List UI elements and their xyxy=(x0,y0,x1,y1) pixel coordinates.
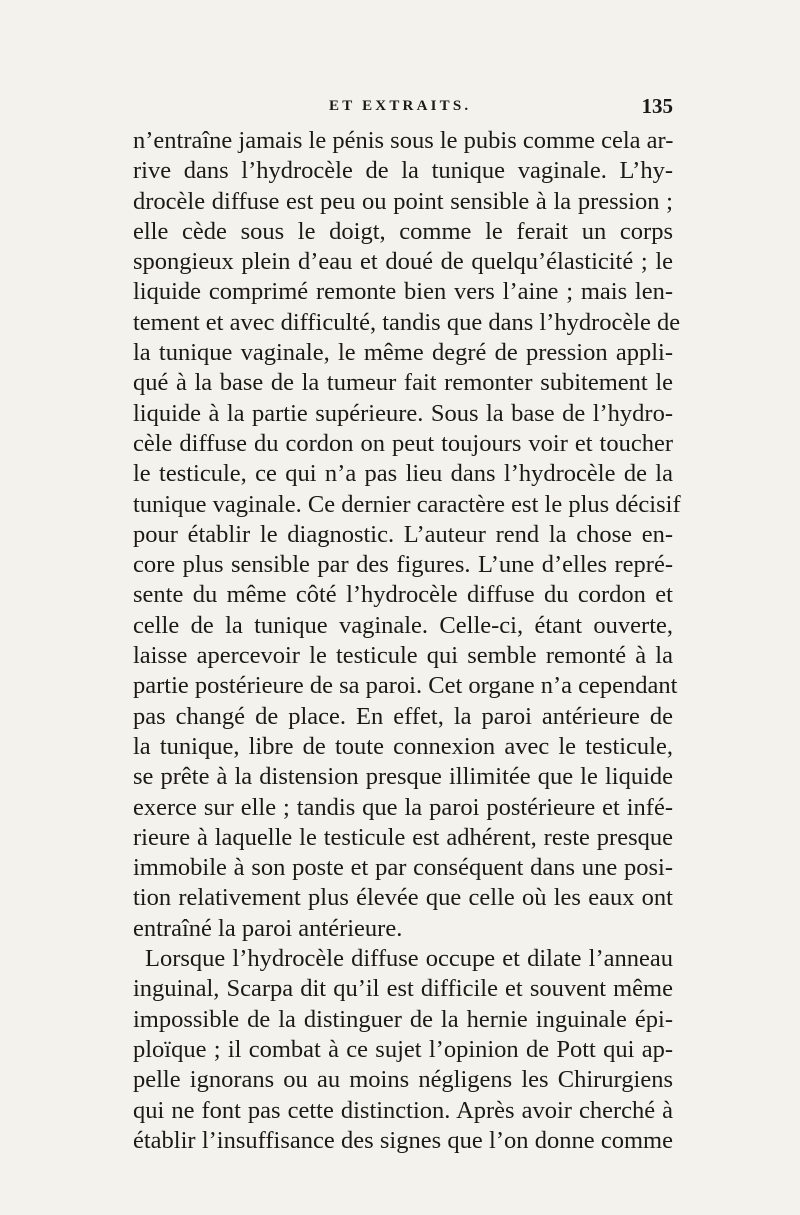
text-line: tement et avec difficulté, tandis que dans l’hydrocèle de xyxy=(133,308,681,336)
text-line: pour établir le diagnostic. L’auteur rend la chose en- xyxy=(133,520,673,548)
body-text xyxy=(133,126,681,1156)
text-line: qui ne font pas cette distinction. Après avoir cherché à xyxy=(133,1096,673,1124)
text-line: immobile à son poste et par conséquent dans une posi- xyxy=(133,854,673,882)
text-line: liquide comprimé remonte bien vers l’aine ; mais len- xyxy=(133,278,673,306)
text-line: la tunique vaginale, le même degré de pression appli- xyxy=(133,339,673,367)
text-line: drocèle diffuse est peu ou point sensible à la pression ; xyxy=(133,187,673,215)
text-line: laisse apercevoir le testicule qui semble remonté à la xyxy=(133,642,673,670)
text-line: spongieux plein d’eau et doué de quelqu’élasticité ; le xyxy=(133,248,673,276)
running-title: ET EXTRAITS. xyxy=(329,98,472,114)
text-line: la tunique, libre de toute connexion avec le testicule, xyxy=(133,732,673,760)
text-line: cèle diffuse du cordon on peut toujours voir et toucher xyxy=(133,429,673,457)
text-line: pas changé de place. En effet, la paroi antérieure de xyxy=(133,702,673,730)
text-line: rieure à laquelle le testicule est adhérent, reste presque xyxy=(133,823,673,851)
text-line: exerce sur elle ; tandis que la paroi postérieure et infé- xyxy=(133,793,673,821)
text-line: qué à la base de la tumeur fait remonter subitement le xyxy=(133,369,673,397)
text-line: établir l’insuffisance des signes que l’on donne comme xyxy=(133,1126,673,1154)
text-line: elle cède sous le doigt, comme le ferait un corps xyxy=(133,217,673,245)
page-number: 135 xyxy=(641,94,673,118)
text-line: entraîné la paroi antérieure. xyxy=(133,914,403,942)
text-line: tunique vaginale. Ce dernier caractère est le plus décisif xyxy=(133,490,681,518)
text-line: liquide à la partie supérieure. Sous la base de l’hydro- xyxy=(133,399,673,427)
text-line: pelle ignorans ou au moins négligens les Chirurgiens xyxy=(133,1066,673,1094)
text-line: partie postérieure de sa paroi. Cet organe n’a cependant xyxy=(133,672,678,700)
text-line: se prête à la distension presque illimitée que le liquide xyxy=(133,763,673,791)
text-line: tion relativement plus élevée que celle où les eaux ont xyxy=(133,884,673,912)
text-line: inguinal, Scarpa dit qu’il est difficile et souvent même xyxy=(133,975,673,1003)
text-line: n’entraîne jamais le pénis sous le pubis comme cela ar- xyxy=(133,127,674,154)
text-line: rive dans l’hydrocèle de la tunique vaginale. L’hy- xyxy=(133,157,673,185)
text-line: Lorsque l’hydrocèle diffuse occupe et dilate l’anneau xyxy=(145,945,673,973)
text-line: ploïque ; il combat à ce sujet l’opinion de Pott qui ap- xyxy=(133,1035,673,1063)
text-line: le testicule, ce qui n’a pas lieu dans l’hydrocèle de la xyxy=(133,460,673,488)
page-header xyxy=(133,94,673,122)
text-line: core plus sensible par des figures. L’une d’elles repré- xyxy=(133,551,673,579)
text-line: celle de la tunique vaginale. Celle-ci, étant ouverte, xyxy=(133,611,673,639)
text-line: sente du même côté l’hydrocèle diffuse du cordon et xyxy=(133,581,673,609)
text-line: impossible de la distinguer de la hernie inguinale épi- xyxy=(133,1005,673,1033)
